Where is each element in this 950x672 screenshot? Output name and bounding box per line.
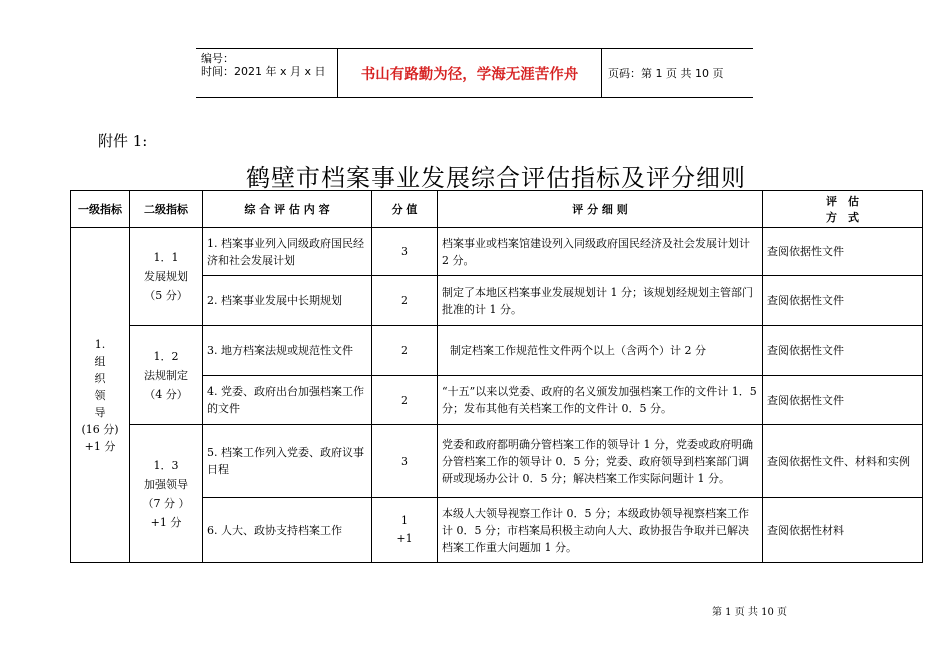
level2-cell: 1．1 发展规划 （5 分） <box>130 228 203 326</box>
content-cell: 1. 档案事业列入同级政府国民经济和社会发展计划 <box>203 228 372 276</box>
page-header <box>196 48 753 98</box>
header-scoring-rules: 评 分 细 则 <box>438 191 763 228</box>
evaluation-table <box>70 190 923 563</box>
header-score: 分 值 <box>372 191 438 228</box>
table-row <box>71 425 923 498</box>
header-level1: 一级指标 <box>71 191 130 228</box>
level2-cell: 1．2 法规制定 （4 分） <box>130 326 203 425</box>
score-cell: 2 <box>372 376 438 425</box>
document-number: 编号： <box>201 52 234 65</box>
score-cell: 3 <box>372 228 438 276</box>
method-cell: 查阅依据性文件 <box>763 228 923 276</box>
score-cell: 1 +1 <box>372 498 438 563</box>
score-cell: 3 <box>372 425 438 498</box>
header-meta <box>196 49 338 97</box>
detail-cell: 党委和政府都明确分管档案工作的领导计 1 分，党委或政府明确分管档案工作的领导计 0．5 分；党委、政府领导到档案部门调研或现场办公计 0．5 分；解决档案工作实际问题计 1 分。 <box>438 425 763 498</box>
detail-cell: “十五”以来以党委、政府的名义颁发加强档案工作的文件计 1．5 分；发布其他有关档案工作的文件计 0．5 分。 <box>438 376 763 425</box>
content-cell: 3. 地方档案法规或规范性文件 <box>203 326 372 376</box>
table-row <box>71 228 923 276</box>
score-cell: 2 <box>372 276 438 326</box>
detail-cell: 制定了本地区档案事业发展规划计 1 分；该规划经规划主管部门批准的计 1 分。 <box>438 276 763 326</box>
header-content: 综 合 评 估 内 容 <box>203 191 372 228</box>
header-page-number: 页码：第 1 页 共 10 页 <box>608 67 724 80</box>
method-cell: 查阅依据性文件、材料和实例 <box>763 425 923 498</box>
page-footer: 第 1 页 共 10 页 <box>712 607 787 618</box>
attachment-label: 附件 1: <box>98 132 148 150</box>
method-cell: 查阅依据性文件 <box>763 326 923 376</box>
detail-cell: 本级人大领导视察工作计 0．5 分；本级政协领导视察档案工作计 0．5 分；市档案局积极主动向人大、政协报告争取并已解决档案工作重大问题加 1 分。 <box>438 498 763 563</box>
method-cell: 查阅依据性文件 <box>763 276 923 326</box>
content-cell: 2. 档案事业发展中长期规划 <box>203 276 372 326</box>
content-cell: 5. 档案工作列入党委、政府议事日程 <box>203 425 372 498</box>
header-evaluation-method: 评 估 方 式 <box>763 191 923 228</box>
method-cell: 查阅依据性文件 <box>763 376 923 425</box>
document-date: 时间：2021 年 x 月 x 日 <box>201 65 326 78</box>
method-cell: 查阅依据性材料 <box>763 498 923 563</box>
level1-cell: 1. 组 织 领 导 (16 分) +1 分 <box>71 228 130 563</box>
detail-cell: 制定档案工作规范性文件两个以上（含两个）计 2 分 <box>438 326 763 376</box>
header-level2: 二级指标 <box>130 191 203 228</box>
level2-cell: 1．3 加强领导 （7 分 ） +1 分 <box>130 425 203 563</box>
document-title: 鹤壁市档案事业发展综合评估指标及评分细则 <box>246 164 746 192</box>
detail-cell: 档案事业或档案馆建设列入同级政府国民经济及社会发展计划计 2 分。 <box>438 228 763 276</box>
table-header-row <box>71 191 923 228</box>
content-cell: 6. 人大、政协支持档案工作 <box>203 498 372 563</box>
score-cell: 2 <box>372 326 438 376</box>
content-cell: 4. 党委、政府出台加强档案工作的文件 <box>203 376 372 425</box>
table-row <box>71 326 923 376</box>
header-motto: 书山有路勤为径，学海无涯苦作舟 <box>338 49 602 97</box>
